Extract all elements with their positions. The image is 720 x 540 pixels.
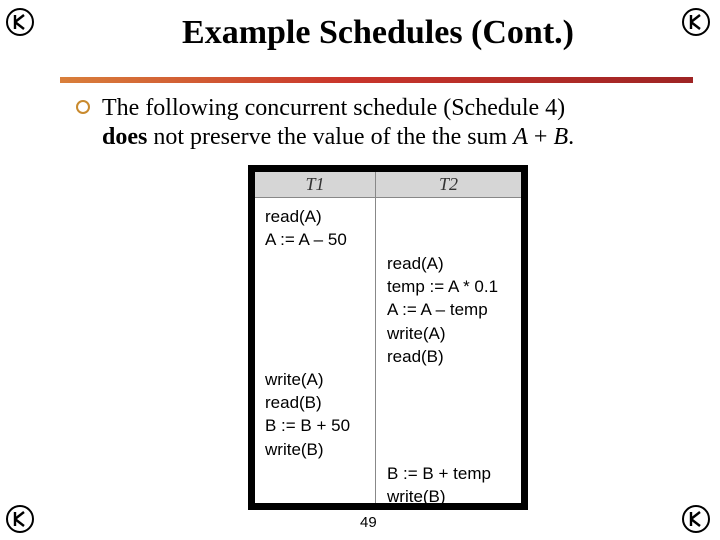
table-header <box>255 172 521 198</box>
t2-op: read(B) <box>387 347 444 366</box>
slide-title: Example Schedules (Cont.) <box>182 14 574 51</box>
t1-op: write(A) <box>265 370 324 389</box>
bullet-text <box>102 94 702 152</box>
header-t2: T2 <box>438 174 458 194</box>
t1-op: write(B) <box>265 440 324 459</box>
schedule-4-table <box>248 165 528 510</box>
t1-op: B := B + 50 <box>265 416 351 435</box>
t2-op: write(B) <box>387 487 446 506</box>
bullet-line-2: not preserve the value of the the sum <box>147 124 514 150</box>
t2-op: write(A) <box>387 324 446 343</box>
var-b: B <box>553 124 569 150</box>
logo-icon <box>6 505 34 533</box>
t2-op: read(A) <box>387 254 444 273</box>
page-number: 49 <box>360 514 377 531</box>
bullet-circle-icon <box>76 100 90 114</box>
t1-op: read(A) <box>265 207 322 226</box>
t1-op: A := A – 50 <box>265 230 347 249</box>
plus-sign: + <box>527 124 554 150</box>
header-t1: T1 <box>305 174 325 194</box>
title-divider <box>60 77 693 83</box>
column-divider <box>375 172 376 503</box>
logo-icon <box>682 505 710 533</box>
t2-op: A := A – temp <box>387 300 488 319</box>
bullet-line-1: The following concurrent schedule (Schedule 4) <box>102 95 566 121</box>
t1-op: read(B) <box>265 393 322 412</box>
bullet-bold-word: does <box>102 124 148 150</box>
var-a: A <box>513 124 528 150</box>
period: . <box>568 124 575 150</box>
t2-op: temp := A * 0.1 <box>387 277 499 296</box>
t2-op: B := B + temp <box>387 464 491 483</box>
